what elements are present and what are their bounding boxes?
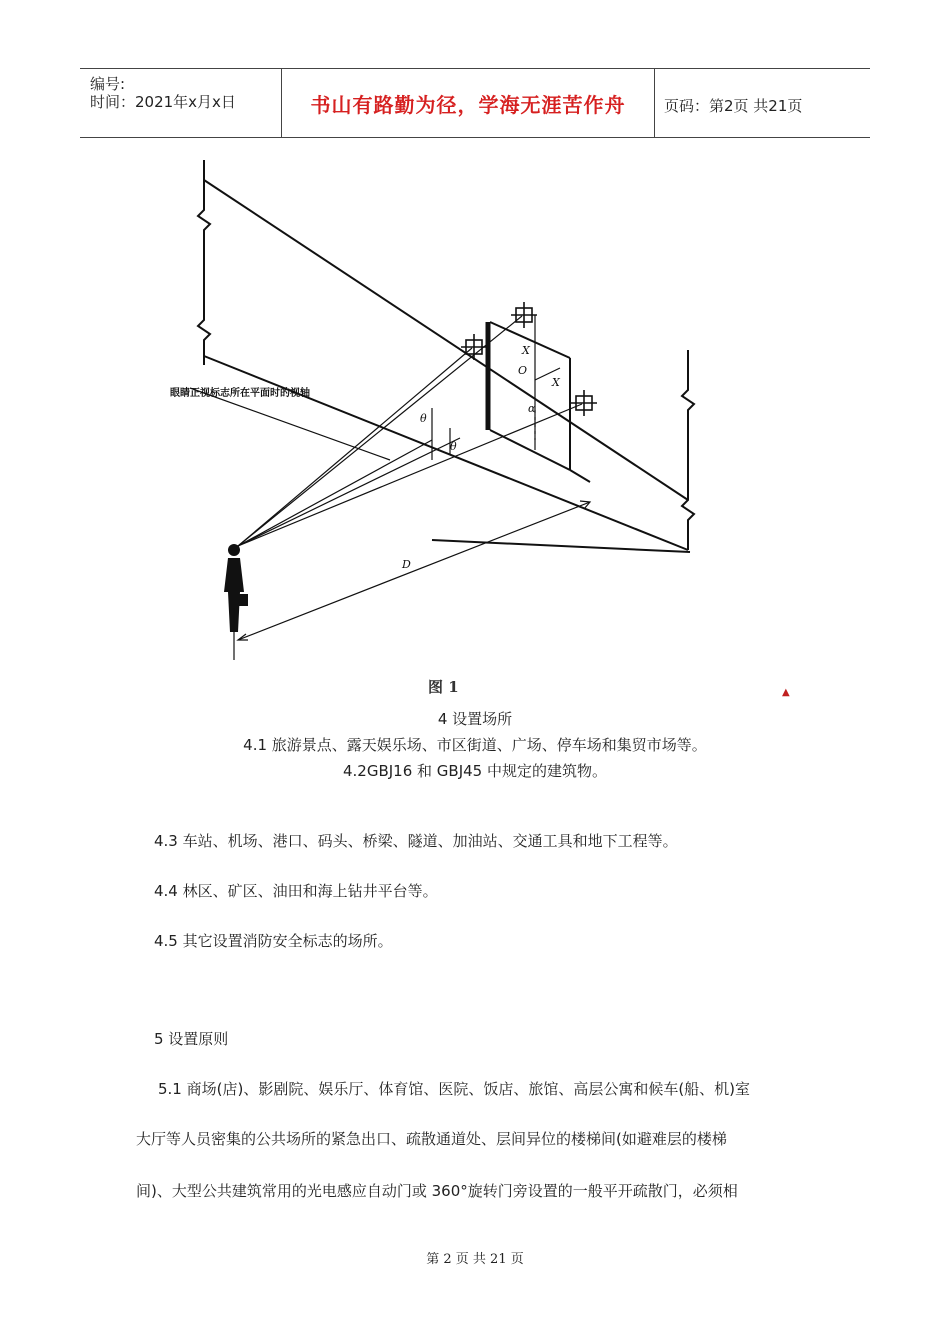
section-5-1-line-2: 大厅等人员密集的公共场所的紧急出口、疏散通道处、层间异位的楼梯间(如避难层的楼梯 xyxy=(136,1130,727,1148)
sign-viewing-diagram xyxy=(150,150,810,670)
section-4-1: 4.1 旅游景点、露天娱乐场、市区街道、广场、停车场和集贸市场等。 xyxy=(243,736,707,754)
section-4-2: 4.2GBJ16 和 GBJ45 中规定的建筑物。 xyxy=(342,762,607,780)
label-o: O xyxy=(518,364,528,377)
wall-left-break xyxy=(198,160,210,365)
label-x: X xyxy=(522,344,530,357)
page-footer: 第 2 页 共 21 页 xyxy=(426,1252,524,1267)
section-5-title: 5 设置原则 xyxy=(154,1030,229,1048)
section-4-3: 4.3 车站、机场、港口、码头、桥梁、隧道、加油站、交通工具和地下工程等。 xyxy=(154,832,678,850)
red-mark: ▲ xyxy=(782,687,790,698)
section-5-1-line-1: 5.1 商场(店)、影剧院、娱乐厅、体育馆、医院、饭店、旅馆、高层公寓和候车(船、机)室 xyxy=(158,1080,751,1098)
figure-caption: 图 1 xyxy=(428,678,459,696)
section-4-5: 4.5 其它设置消防安全标志的场所。 xyxy=(154,932,393,950)
diagram-annotation: 眼睛正视标志所在平面时的视轴 xyxy=(170,388,310,399)
wall-right-break xyxy=(682,350,694,550)
header-divider xyxy=(654,69,655,137)
section-5-1-line-3: 间)、大型公共建筑常用的光电感应自动门或 360°旋转门旁设置的一般平开疏散门，必须相 xyxy=(136,1182,738,1200)
serial-label: 编号: xyxy=(90,75,126,93)
label-x-2: X xyxy=(552,376,560,389)
label-theta-2: θ xyxy=(450,440,457,453)
label-theta: θ xyxy=(420,412,427,425)
observer-figure xyxy=(224,544,248,632)
label-alpha: α xyxy=(528,402,536,415)
section-4-title: 4 设置场所 xyxy=(437,710,513,728)
page-header xyxy=(80,68,870,138)
time-label: 时间：2021年x月x日 xyxy=(90,93,236,111)
label-d: D xyxy=(402,558,411,571)
section-4-4: 4.4 林区、矿区、油田和海上钻井平台等。 xyxy=(154,882,438,900)
header-motto: 书山有路勤为径，学海无涯苦作舟 xyxy=(310,93,626,117)
page-label: 页码：第2页 共21页 xyxy=(664,97,803,115)
